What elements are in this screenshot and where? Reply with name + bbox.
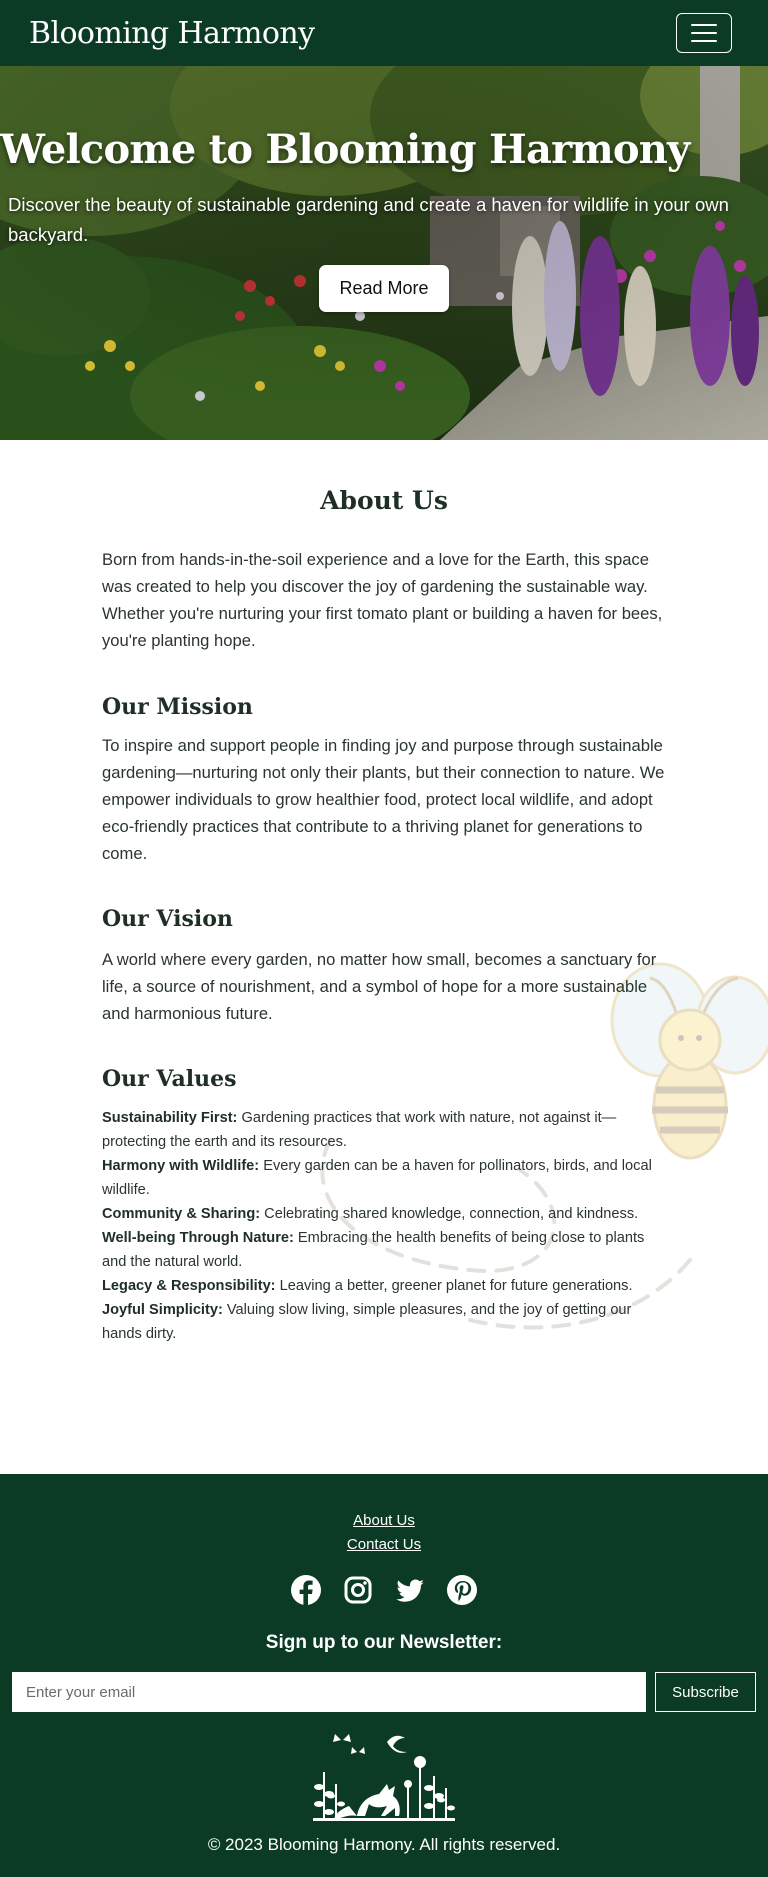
- footer-link-about-us[interactable]: About Us: [353, 1512, 415, 1529]
- value-item-name: Community & Sharing:: [102, 1206, 261, 1222]
- about-intro-text: Born from hands-in-the-soil experience and a love for the Earth, this space was created to help you discover the joy of gardening the sustainable way. Whether you're nurturing your first tomato plant or building a haven for bees, you're planting hope.: [102, 550, 663, 650]
- mission-title: Our Mission: [102, 694, 253, 720]
- value-item-name: Well-being Through Nature:: [102, 1230, 294, 1246]
- navbar: [0, 0, 768, 66]
- value-item-text: Gardening practices that work with nature, not against it—protecting the earth and its resources.: [102, 1110, 617, 1150]
- value-item-name: Sustainability First:: [102, 1110, 238, 1126]
- newsletter-title: Sign up to our Newsletter:: [265, 1632, 503, 1653]
- value-item-text: Leaving a better, greener planet for future generations.: [275, 1278, 633, 1294]
- value-item-name: Harmony with Wildlife:: [102, 1158, 260, 1174]
- values-title: Our Values: [102, 1066, 237, 1092]
- values-list: [102, 1106, 672, 1346]
- read-more-button[interactable]: Read More: [319, 265, 449, 312]
- value-item: [102, 1274, 672, 1298]
- value-item-text: Embracing the health benefits of being close to plants and the natural world.: [102, 1230, 645, 1270]
- email-input[interactable]: [12, 1672, 646, 1712]
- social-icons: [290, 1574, 478, 1608]
- about-title: About Us: [320, 486, 448, 515]
- instagram-icon[interactable]: [342, 1574, 374, 1606]
- footer: [0, 1474, 768, 1877]
- value-item-text: Every garden can be a haven for pollinators, birds, and local wildlife.: [102, 1158, 652, 1198]
- copyright-text: © 2023 Blooming Harmony. All rights reserved.: [207, 1835, 561, 1854]
- value-item: [102, 1298, 672, 1346]
- hero-section: [0, 66, 768, 440]
- value-item: [102, 1106, 672, 1154]
- mission-text: To inspire and support people in finding joy and purpose through sustainable gardening—nurturing not only their plants, but their connection to nature. We empower individuals to grow healthier food, protect local wildlife, and adopt eco-friendly practices that contribute to a thriving planet for generations to come.: [102, 736, 665, 863]
- hamburger-menu-icon[interactable]: [676, 13, 732, 53]
- value-item-text: Valuing slow living, simple pleasures, and the joy of getting our hands dirty.: [102, 1302, 632, 1342]
- brand-logo-text[interactable]: Blooming Harmony: [29, 15, 315, 51]
- facebook-icon[interactable]: [290, 1574, 322, 1606]
- subscribe-button[interactable]: Subscribe: [655, 1672, 756, 1712]
- about-section: [0, 440, 768, 1474]
- value-item-text: Celebrating shared knowledge, connection, and kindness.: [260, 1206, 639, 1222]
- fox-garden-illustration-icon: [309, 1732, 459, 1828]
- value-item: [102, 1202, 672, 1226]
- value-item-name: Joyful Simplicity:: [102, 1302, 223, 1318]
- twitter-icon[interactable]: [394, 1574, 426, 1606]
- value-item: [102, 1154, 672, 1202]
- pinterest-icon[interactable]: [446, 1574, 478, 1606]
- hero-subtitle: Discover the beauty of sustainable gardening and create a haven for wildlife in your own backyard.: [8, 194, 729, 245]
- value-item: [102, 1226, 672, 1274]
- garden-hero-image: [0, 66, 768, 440]
- vision-title: Our Vision: [102, 906, 233, 932]
- value-item-name: Legacy & Responsibility:: [102, 1278, 276, 1294]
- hero-title: Welcome to Blooming Harmony: [0, 126, 690, 173]
- vision-text: A world where every garden, no matter how small, becomes a sanctuary for life, a source of nourishment, and a symbol of hope for a more sustainable and harmonious future.: [102, 950, 657, 1023]
- footer-link-contact-us[interactable]: Contact Us: [346, 1536, 422, 1553]
